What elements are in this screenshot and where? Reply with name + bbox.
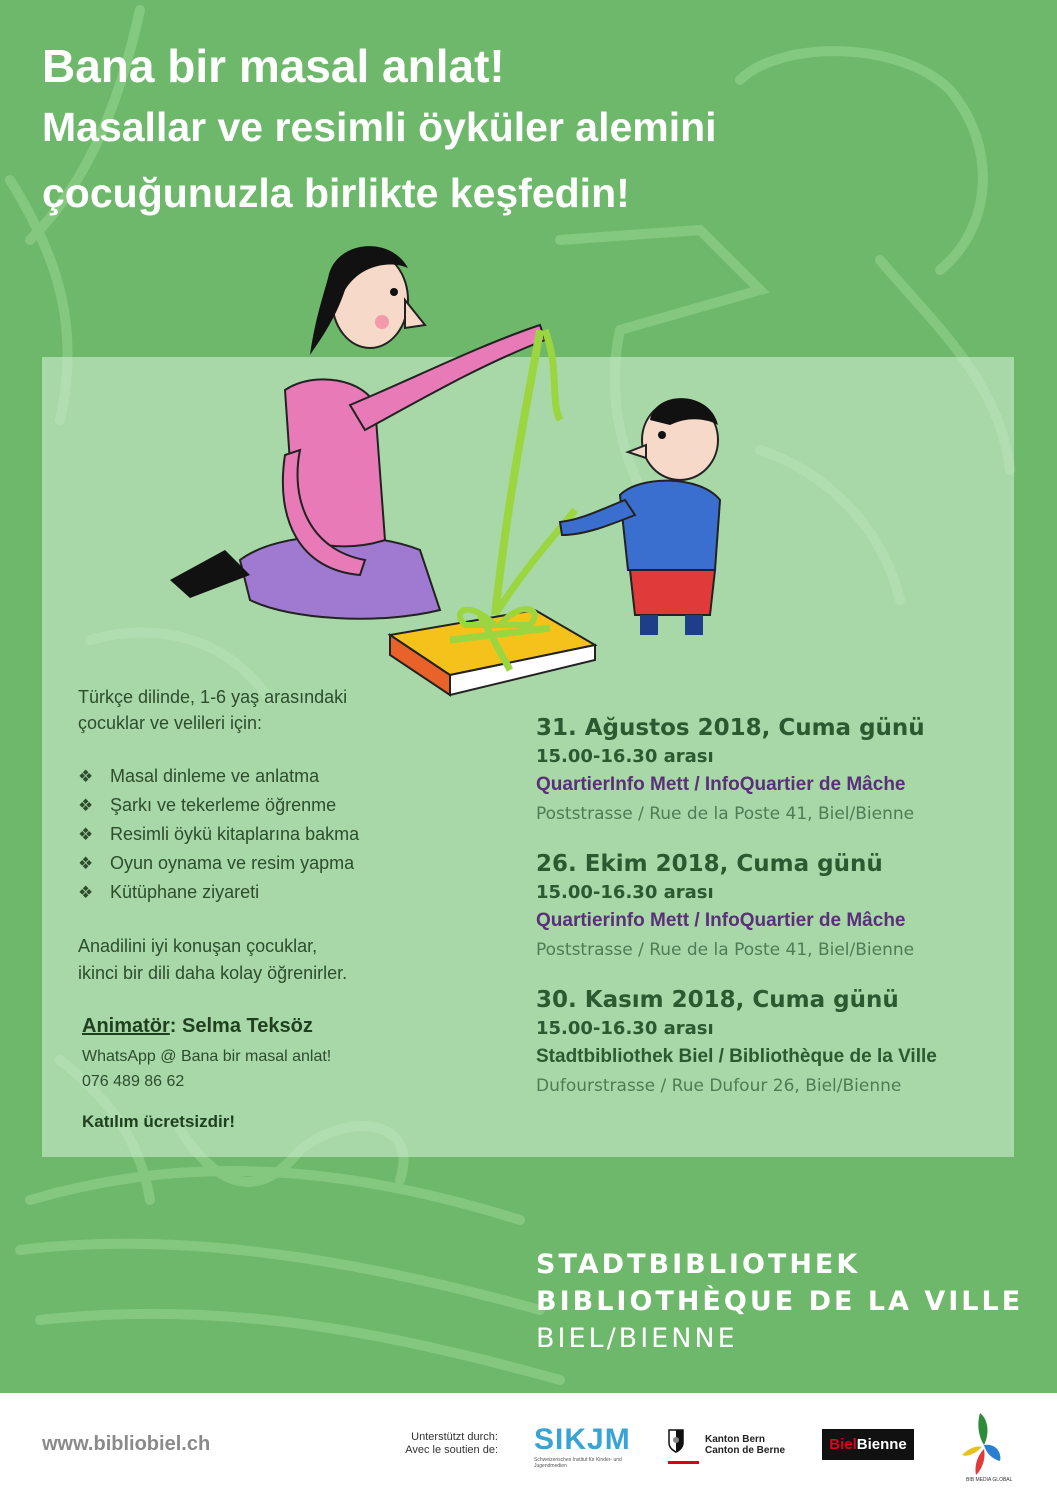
- event-address: Poststrasse / Rue de la Poste 41, Biel/Bienne: [536, 940, 915, 960]
- illustration-mother-child-book: [150, 230, 730, 700]
- language-note: Anadilini iyi konuşan çocuklar, ikinci bir dili daha kolay öğrenirler.: [78, 936, 348, 983]
- animator-name: : Selma Teksöz: [169, 1015, 313, 1037]
- bern-shield-icon: [668, 1429, 684, 1453]
- intro-line2: çocuklar ve velileri için:: [78, 713, 263, 733]
- event-address: Poststrasse / Rue de la Poste 41, Biel/Bienne: [536, 804, 915, 824]
- sikjm-logo: SIKJM Schweizerisches Institut für Kinder- und Jugendmedien: [534, 1423, 631, 1469]
- free-participation: Katılım ücretsizdir!: [82, 1112, 236, 1131]
- phone-number: 076 489 86 62: [82, 1073, 185, 1090]
- event-address: Dufourstrasse / Rue Dufour 26, Biel/Bienne: [536, 1076, 902, 1096]
- event-venue: Quartierinfo Mett / InfoQuartier de Mâche: [536, 910, 906, 931]
- activity-list: [78, 762, 478, 907]
- event-time: 15.00-16.30 arası: [536, 1018, 714, 1039]
- library-name-fr: BIBLIOTHÈQUE DE LA VILLE: [536, 1286, 1024, 1317]
- event-date: 30. Kasım 2018, Cuma günü: [536, 987, 899, 1013]
- library-name-de: STADTBIBLIOTHEK: [536, 1249, 861, 1280]
- intro-line1: Türkçe dilinde, 1-6 yaş arasındaki: [78, 687, 348, 707]
- event-list: [536, 712, 1006, 1120]
- diamond-bullet-icon: ❖: [78, 825, 94, 844]
- info-column: [78, 684, 478, 1132]
- event-venue: Stadtbibliothek Biel / Bibliothèque de la Ville: [536, 1046, 937, 1067]
- poster-subtitle-line1: Masallar ve resimli öyküler alemini: [42, 104, 717, 150]
- website-link[interactable]: www.bibliobiel.ch: [42, 1433, 211, 1455]
- diamond-bullet-icon: ❖: [78, 796, 94, 815]
- bird-logo-label: BIB MEDIA GLOBAL: [966, 1477, 1013, 1483]
- bern-underline: [668, 1461, 699, 1464]
- event-venue: QuartierInfo Mett / InfoQuartier de Mâche: [536, 774, 906, 795]
- animator-contact: [82, 1044, 478, 1094]
- list-item: ❖ Resimli öykü kitaplarına bakma: [78, 820, 478, 849]
- event-time: 15.00-16.30 arası: [536, 882, 714, 903]
- poster-subtitle-line2: çocuğunuzla birlikte keşfedin!: [42, 170, 630, 216]
- footer: www.bibliobiel.ch Unterstützt durch: Avec le soutien de: SIKJM Schweizerisches Institut für Kinder- und Jugendmedien Kanton Bern Canton de Berne BielBienne BIB MEDIA GLOBAL: [0, 1393, 1057, 1500]
- diamond-bullet-icon: ❖: [78, 854, 94, 873]
- list-item: ❖ Kütüphane ziyareti: [78, 878, 478, 907]
- whatsapp-group: WhatsApp @ Bana bir masal anlat!: [82, 1048, 332, 1065]
- event-date: 26. Ekim 2018, Cuma günü: [536, 851, 883, 877]
- event-item: [536, 984, 1006, 1100]
- event-date: 31. Ağustos 2018, Cuma günü: [536, 715, 925, 741]
- animator-line: [82, 1015, 478, 1038]
- list-item: ❖ Masal dinleme ve anlatma: [78, 762, 478, 791]
- biel-bienne-logo: BielBienne: [822, 1429, 914, 1460]
- event-time: 15.00-16.30 arası: [536, 746, 714, 767]
- headline: [42, 38, 717, 226]
- event-item: [536, 848, 1006, 964]
- library-city: BIEL/BIENNE: [536, 1323, 738, 1354]
- diamond-bullet-icon: ❖: [78, 883, 94, 902]
- list-item: ❖ Şarkı ve tekerleme öğrenme: [78, 791, 478, 820]
- event-item: [536, 712, 1006, 828]
- diamond-bullet-icon: ❖: [78, 767, 94, 786]
- supporter-label: Unterstützt durch: Avec le soutien de:: [405, 1431, 498, 1456]
- library-name: [536, 1246, 1023, 1357]
- intro-text: [78, 684, 478, 736]
- list-item: ❖ Oyun oynama ve resim yapma: [78, 849, 478, 878]
- poster-title: Bana bir masal anlat!: [42, 40, 505, 92]
- animator-label: Animatör: [82, 1015, 170, 1037]
- bird-logo-icon: [960, 1409, 1004, 1481]
